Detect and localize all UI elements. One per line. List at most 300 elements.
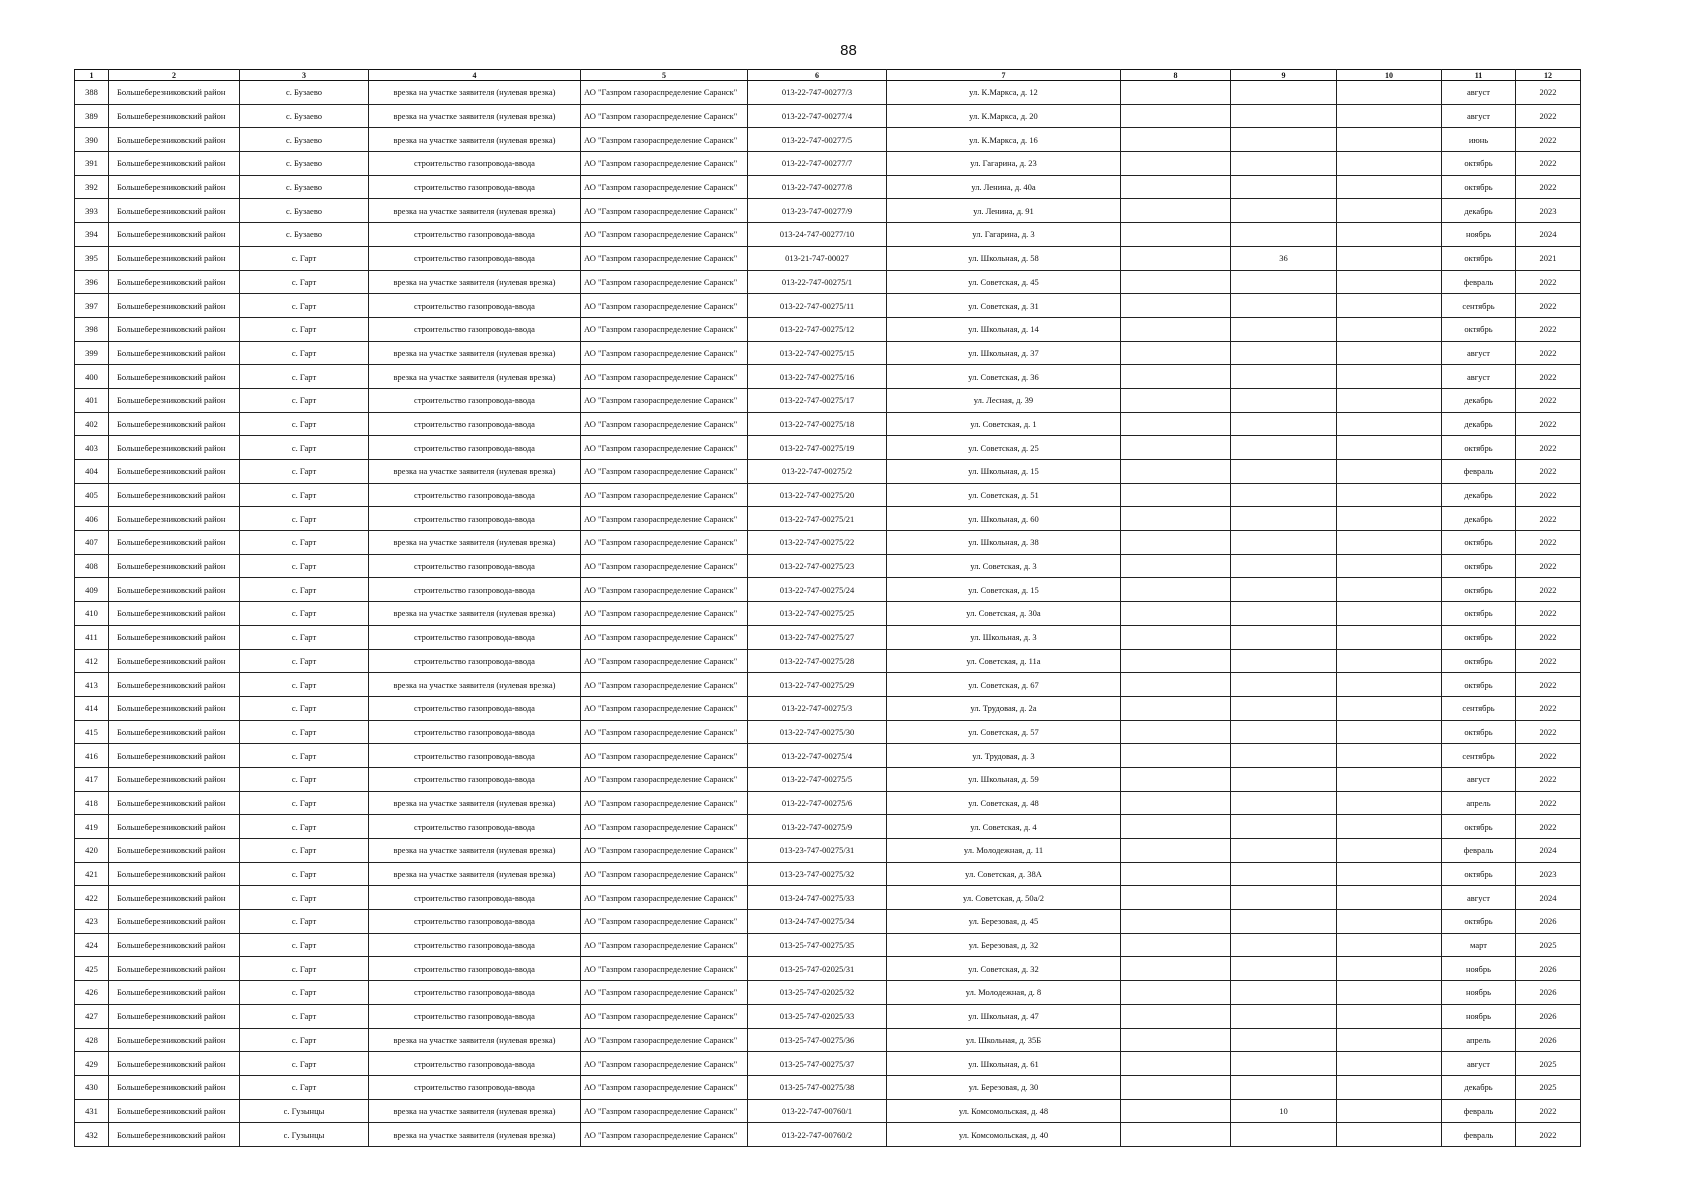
cell-district: Большеберезниковский район <box>109 625 240 649</box>
cell-year: 2022 <box>1516 365 1581 389</box>
table-header-row <box>75 70 1581 81</box>
table-row <box>75 673 1581 697</box>
table-row <box>75 294 1581 318</box>
cell-district: Большеберезниковский район <box>109 175 240 199</box>
cell-operator: АО "Газпром газораспределение Саранск" <box>581 673 748 697</box>
cell-operator: АО "Газпром газораспределение Саранск" <box>581 152 748 176</box>
cell-operator: АО "Газпром газораспределение Саранск" <box>581 81 748 105</box>
cell-work-type: строительство газопровода-ввода <box>369 625 581 649</box>
cell-month: февраль <box>1442 270 1516 294</box>
cell-col-9 <box>1231 317 1337 341</box>
cell-operator: АО "Газпром газораспределение Саранск" <box>581 1123 748 1147</box>
cell-col-9 <box>1231 460 1337 484</box>
cell-address: ул. Советская, д. 11а <box>887 649 1121 673</box>
cell-address: ул. Школьная, д. 38 <box>887 531 1121 555</box>
cell-operator: АО "Газпром газораспределение Саранск" <box>581 815 748 839</box>
cell-operator: АО "Газпром газораспределение Саранск" <box>581 412 748 436</box>
cell-col-8 <box>1121 175 1231 199</box>
cell-year: 2022 <box>1516 436 1581 460</box>
cell-contract-number: 013-22-747-00275/29 <box>748 673 887 697</box>
cell-district: Большеберезниковский район <box>109 791 240 815</box>
cell-month: октябрь <box>1442 720 1516 744</box>
cell-settlement: с. Гарт <box>240 696 369 720</box>
cell-row-number: 398 <box>75 317 109 341</box>
cell-operator: АО "Газпром газораспределение Саранск" <box>581 531 748 555</box>
cell-row-number: 415 <box>75 720 109 744</box>
cell-year: 2022 <box>1516 81 1581 105</box>
cell-col-10 <box>1337 175 1442 199</box>
cell-row-number: 431 <box>75 1099 109 1123</box>
cell-work-type: строительство газопровода-ввода <box>369 815 581 839</box>
cell-row-number: 427 <box>75 1004 109 1028</box>
cell-row-number: 389 <box>75 104 109 128</box>
cell-address: ул. Комсомольская, д. 48 <box>887 1099 1121 1123</box>
cell-col-9 <box>1231 436 1337 460</box>
cell-operator: АО "Газпром газораспределение Саранск" <box>581 436 748 460</box>
table-row <box>75 957 1581 981</box>
cell-address: ул. Гагарина, д. 23 <box>887 152 1121 176</box>
cell-col-10 <box>1337 696 1442 720</box>
cell-contract-number: 013-22-747-00760/2 <box>748 1123 887 1147</box>
cell-district: Большеберезниковский район <box>109 815 240 839</box>
cell-district: Большеберезниковский район <box>109 128 240 152</box>
cell-contract-number: 013-22-747-00277/8 <box>748 175 887 199</box>
cell-district: Большеберезниковский район <box>109 1028 240 1052</box>
cell-month: ноябрь <box>1442 1004 1516 1028</box>
gasification-table-container <box>74 69 1580 1147</box>
cell-year: 2022 <box>1516 104 1581 128</box>
cell-year: 2022 <box>1516 341 1581 365</box>
cell-month: август <box>1442 81 1516 105</box>
cell-settlement: с. Гарт <box>240 554 369 578</box>
cell-settlement: с. Гарт <box>240 531 369 555</box>
cell-year: 2024 <box>1516 839 1581 863</box>
cell-address: ул. Советская, д. 32 <box>887 957 1121 981</box>
cell-row-number: 432 <box>75 1123 109 1147</box>
cell-col-10 <box>1337 886 1442 910</box>
cell-settlement: с. Гарт <box>240 388 369 412</box>
cell-row-number: 390 <box>75 128 109 152</box>
cell-work-type: врезка на участке заявителя (нулевая врезка) <box>369 104 581 128</box>
cell-contract-number: 013-22-747-00275/18 <box>748 412 887 436</box>
cell-row-number: 391 <box>75 152 109 176</box>
cell-row-number: 419 <box>75 815 109 839</box>
table-row <box>75 223 1581 247</box>
cell-work-type: строительство газопровода-ввода <box>369 910 581 934</box>
cell-month: август <box>1442 104 1516 128</box>
cell-col-9 <box>1231 981 1337 1005</box>
cell-col-8 <box>1121 507 1231 531</box>
cell-settlement: с. Гарт <box>240 341 369 365</box>
cell-settlement: с. Гарт <box>240 815 369 839</box>
table-row <box>75 1075 1581 1099</box>
cell-col-10 <box>1337 246 1442 270</box>
cell-address: ул. Школьная, д. 37 <box>887 341 1121 365</box>
table-row <box>75 246 1581 270</box>
cell-col-9 <box>1231 365 1337 389</box>
cell-address: ул. Школьная, д. 60 <box>887 507 1121 531</box>
cell-settlement: с. Гарт <box>240 673 369 697</box>
column-header: 6 <box>748 70 887 81</box>
cell-row-number: 410 <box>75 602 109 626</box>
cell-settlement: с. Гарт <box>240 649 369 673</box>
cell-year: 2022 <box>1516 175 1581 199</box>
cell-settlement: с. Бузаево <box>240 81 369 105</box>
cell-col-10 <box>1337 412 1442 436</box>
cell-col-9 <box>1231 223 1337 247</box>
table-row <box>75 270 1581 294</box>
cell-col-8 <box>1121 791 1231 815</box>
cell-row-number: 395 <box>75 246 109 270</box>
cell-year: 2022 <box>1516 152 1581 176</box>
cell-year: 2024 <box>1516 886 1581 910</box>
cell-work-type: строительство газопровода-ввода <box>369 388 581 412</box>
cell-settlement: с. Гарт <box>240 744 369 768</box>
cell-row-number: 414 <box>75 696 109 720</box>
cell-district: Большеберезниковский район <box>109 1099 240 1123</box>
cell-work-type: врезка на участке заявителя (нулевая врезка) <box>369 341 581 365</box>
column-header: 1 <box>75 70 109 81</box>
cell-operator: АО "Газпром газораспределение Саранск" <box>581 128 748 152</box>
cell-year: 2022 <box>1516 767 1581 791</box>
cell-col-8 <box>1121 1052 1231 1076</box>
cell-address: ул. Советская, д. 45 <box>887 270 1121 294</box>
cell-address: ул. Школьная, д. 3 <box>887 625 1121 649</box>
cell-settlement: с. Гарт <box>240 910 369 934</box>
cell-month: октябрь <box>1442 649 1516 673</box>
cell-address: ул. Трудовая, д. 2а <box>887 696 1121 720</box>
cell-col-8 <box>1121 128 1231 152</box>
cell-address: ул. Школьная, д. 58 <box>887 246 1121 270</box>
cell-col-8 <box>1121 886 1231 910</box>
cell-month: октябрь <box>1442 910 1516 934</box>
cell-col-8 <box>1121 436 1231 460</box>
cell-work-type: строительство газопровода-ввода <box>369 720 581 744</box>
cell-col-10 <box>1337 531 1442 555</box>
cell-district: Большеберезниковский район <box>109 933 240 957</box>
cell-year: 2026 <box>1516 957 1581 981</box>
table-row <box>75 152 1581 176</box>
cell-district: Большеберезниковский район <box>109 460 240 484</box>
cell-address: ул. Советская, д. 25 <box>887 436 1121 460</box>
cell-col-8 <box>1121 531 1231 555</box>
cell-address: ул. Березовая, д. 45 <box>887 910 1121 934</box>
table-row <box>75 602 1581 626</box>
cell-col-8 <box>1121 223 1231 247</box>
cell-month: август <box>1442 886 1516 910</box>
cell-col-8 <box>1121 957 1231 981</box>
cell-row-number: 401 <box>75 388 109 412</box>
cell-month: октябрь <box>1442 625 1516 649</box>
page-number: 88 <box>840 42 857 59</box>
cell-col-8 <box>1121 554 1231 578</box>
cell-row-number: 388 <box>75 81 109 105</box>
cell-work-type: врезка на участке заявителя (нулевая врезка) <box>369 1028 581 1052</box>
cell-col-8 <box>1121 317 1231 341</box>
cell-col-8 <box>1121 81 1231 105</box>
cell-address: ул. Школьная, д. 14 <box>887 317 1121 341</box>
cell-contract-number: 013-22-747-00277/4 <box>748 104 887 128</box>
column-header: 11 <box>1442 70 1516 81</box>
cell-operator: АО "Газпром газораспределение Саранск" <box>581 720 748 744</box>
cell-col-8 <box>1121 815 1231 839</box>
cell-month: октябрь <box>1442 554 1516 578</box>
cell-settlement: с. Гузынцы <box>240 1123 369 1147</box>
cell-district: Большеберезниковский район <box>109 673 240 697</box>
cell-year: 2022 <box>1516 744 1581 768</box>
table-row <box>75 436 1581 460</box>
cell-month: октябрь <box>1442 246 1516 270</box>
cell-year: 2022 <box>1516 791 1581 815</box>
cell-work-type: строительство газопровода-ввода <box>369 223 581 247</box>
cell-month: октябрь <box>1442 175 1516 199</box>
cell-work-type: строительство газопровода-ввода <box>369 886 581 910</box>
cell-col-10 <box>1337 388 1442 412</box>
cell-work-type: строительство газопровода-ввода <box>369 246 581 270</box>
cell-settlement: с. Гарт <box>240 767 369 791</box>
cell-settlement: с. Гарт <box>240 507 369 531</box>
cell-contract-number: 013-22-747-00275/11 <box>748 294 887 318</box>
cell-address: ул. Советская, д. 36 <box>887 365 1121 389</box>
cell-address: ул. Советская, д. 1 <box>887 412 1121 436</box>
cell-col-9 <box>1231 744 1337 768</box>
cell-col-10 <box>1337 317 1442 341</box>
cell-year: 2022 <box>1516 673 1581 697</box>
cell-address: ул. Школьная, д. 61 <box>887 1052 1121 1076</box>
cell-operator: АО "Газпром газораспределение Саранск" <box>581 649 748 673</box>
table-row <box>75 720 1581 744</box>
cell-month: август <box>1442 767 1516 791</box>
cell-operator: АО "Газпром газораспределение Саранск" <box>581 625 748 649</box>
cell-col-10 <box>1337 341 1442 365</box>
column-header: 4 <box>369 70 581 81</box>
cell-month: ноябрь <box>1442 981 1516 1005</box>
cell-district: Большеберезниковский район <box>109 152 240 176</box>
cell-col-8 <box>1121 625 1231 649</box>
cell-contract-number: 013-22-747-00275/1 <box>748 270 887 294</box>
cell-address: ул. К.Маркса, д. 12 <box>887 81 1121 105</box>
cell-row-number: 399 <box>75 341 109 365</box>
cell-col-9 <box>1231 531 1337 555</box>
cell-col-10 <box>1337 554 1442 578</box>
cell-work-type: строительство газопровода-ввода <box>369 483 581 507</box>
cell-row-number: 396 <box>75 270 109 294</box>
cell-district: Большеберезниковский район <box>109 1123 240 1147</box>
cell-month: декабрь <box>1442 507 1516 531</box>
cell-col-10 <box>1337 767 1442 791</box>
cell-settlement: с. Гарт <box>240 602 369 626</box>
cell-settlement: с. Гарт <box>240 886 369 910</box>
cell-operator: АО "Газпром газораспределение Саранск" <box>581 1099 748 1123</box>
cell-contract-number: 013-22-747-00275/19 <box>748 436 887 460</box>
cell-col-9 <box>1231 483 1337 507</box>
cell-col-9 <box>1231 673 1337 697</box>
cell-col-9: 10 <box>1231 1099 1337 1123</box>
table-row <box>75 317 1581 341</box>
cell-address: ул. Советская, д. 30а <box>887 602 1121 626</box>
cell-col-9 <box>1231 578 1337 602</box>
cell-row-number: 413 <box>75 673 109 697</box>
cell-year: 2022 <box>1516 317 1581 341</box>
cell-col-8 <box>1121 767 1231 791</box>
cell-operator: АО "Газпром газораспределение Саранск" <box>581 602 748 626</box>
cell-district: Большеберезниковский район <box>109 388 240 412</box>
column-header: 10 <box>1337 70 1442 81</box>
cell-work-type: врезка на участке заявителя (нулевая врезка) <box>369 81 581 105</box>
cell-col-10 <box>1337 910 1442 934</box>
cell-row-number: 429 <box>75 1052 109 1076</box>
cell-year: 2022 <box>1516 507 1581 531</box>
cell-col-9 <box>1231 767 1337 791</box>
table-row <box>75 815 1581 839</box>
cell-settlement: с. Гарт <box>240 578 369 602</box>
column-header: 2 <box>109 70 240 81</box>
cell-year: 2022 <box>1516 625 1581 649</box>
cell-settlement: с. Бузаево <box>240 152 369 176</box>
cell-address: ул. Школьная, д. 35Б <box>887 1028 1121 1052</box>
cell-contract-number: 013-22-747-00275/9 <box>748 815 887 839</box>
cell-operator: АО "Газпром газораспределение Саранск" <box>581 696 748 720</box>
cell-col-10 <box>1337 1028 1442 1052</box>
cell-address: ул. Березовая, д. 30 <box>887 1075 1121 1099</box>
cell-col-10 <box>1337 128 1442 152</box>
table-row <box>75 862 1581 886</box>
cell-row-number: 421 <box>75 862 109 886</box>
table-row <box>75 886 1581 910</box>
cell-contract-number: 013-25-747-00275/36 <box>748 1028 887 1052</box>
cell-operator: АО "Газпром газораспределение Саранск" <box>581 1052 748 1076</box>
cell-month: ноябрь <box>1442 957 1516 981</box>
cell-month: декабрь <box>1442 412 1516 436</box>
gasification-table <box>74 69 1581 1147</box>
cell-contract-number: 013-23-747-00277/9 <box>748 199 887 223</box>
table-row <box>75 531 1581 555</box>
cell-district: Большеберезниковский район <box>109 483 240 507</box>
cell-year: 2022 <box>1516 483 1581 507</box>
cell-address: ул. Ленина, д. 91 <box>887 199 1121 223</box>
cell-year: 2022 <box>1516 815 1581 839</box>
cell-col-8 <box>1121 270 1231 294</box>
table-row <box>75 412 1581 436</box>
cell-settlement: с. Гузынцы <box>240 1099 369 1123</box>
cell-year: 2026 <box>1516 1004 1581 1028</box>
cell-district: Большеберезниковский район <box>109 910 240 934</box>
cell-settlement: с. Бузаево <box>240 199 369 223</box>
cell-row-number: 420 <box>75 839 109 863</box>
cell-col-8 <box>1121 1004 1231 1028</box>
cell-work-type: врезка на участке заявителя (нулевая врезка) <box>369 128 581 152</box>
cell-work-type: врезка на участке заявителя (нулевая врезка) <box>369 862 581 886</box>
cell-col-8 <box>1121 1028 1231 1052</box>
cell-work-type: строительство газопровода-ввода <box>369 744 581 768</box>
cell-contract-number: 013-22-747-00275/28 <box>748 649 887 673</box>
cell-contract-number: 013-22-747-00277/7 <box>748 152 887 176</box>
cell-month: ноябрь <box>1442 223 1516 247</box>
cell-col-10 <box>1337 294 1442 318</box>
cell-row-number: 426 <box>75 981 109 1005</box>
table-row <box>75 744 1581 768</box>
table-row <box>75 910 1581 934</box>
cell-col-10 <box>1337 1099 1442 1123</box>
cell-col-8 <box>1121 649 1231 673</box>
cell-settlement: с. Гарт <box>240 1075 369 1099</box>
cell-month: октябрь <box>1442 578 1516 602</box>
cell-operator: АО "Газпром газораспределение Саранск" <box>581 933 748 957</box>
cell-col-9 <box>1231 199 1337 223</box>
cell-contract-number: 013-22-747-00275/6 <box>748 791 887 815</box>
cell-district: Большеберезниковский район <box>109 649 240 673</box>
cell-work-type: строительство газопровода-ввода <box>369 933 581 957</box>
cell-row-number: 403 <box>75 436 109 460</box>
cell-year: 2022 <box>1516 696 1581 720</box>
table-row <box>75 933 1581 957</box>
cell-col-10 <box>1337 436 1442 460</box>
cell-work-type: врезка на участке заявителя (нулевая врезка) <box>369 1099 581 1123</box>
cell-col-8 <box>1121 246 1231 270</box>
cell-district: Большеберезниковский район <box>109 696 240 720</box>
cell-col-10 <box>1337 602 1442 626</box>
cell-operator: АО "Газпром газораспределение Саранск" <box>581 767 748 791</box>
cell-work-type: врезка на участке заявителя (нулевая врезка) <box>369 460 581 484</box>
cell-col-9 <box>1231 1075 1337 1099</box>
cell-col-10 <box>1337 957 1442 981</box>
cell-settlement: с. Гарт <box>240 436 369 460</box>
cell-col-10 <box>1337 507 1442 531</box>
table-row <box>75 839 1581 863</box>
cell-work-type: строительство газопровода-ввода <box>369 767 581 791</box>
cell-year: 2022 <box>1516 554 1581 578</box>
cell-col-9 <box>1231 862 1337 886</box>
cell-district: Большеберезниковский район <box>109 104 240 128</box>
cell-month: сентябрь <box>1442 696 1516 720</box>
cell-month: август <box>1442 341 1516 365</box>
cell-year: 2022 <box>1516 720 1581 744</box>
cell-contract-number: 013-25-747-00275/38 <box>748 1075 887 1099</box>
cell-operator: АО "Газпром газораспределение Саранск" <box>581 175 748 199</box>
cell-settlement: с. Гарт <box>240 1004 369 1028</box>
cell-row-number: 394 <box>75 223 109 247</box>
cell-operator: АО "Газпром газораспределение Саранск" <box>581 246 748 270</box>
cell-contract-number: 013-23-747-00275/32 <box>748 862 887 886</box>
cell-col-10 <box>1337 981 1442 1005</box>
cell-operator: АО "Газпром газораспределение Саранск" <box>581 294 748 318</box>
table-body <box>75 81 1581 1147</box>
column-header: 12 <box>1516 70 1581 81</box>
cell-col-10 <box>1337 1123 1442 1147</box>
cell-col-10 <box>1337 270 1442 294</box>
cell-contract-number: 013-25-747-02025/32 <box>748 981 887 1005</box>
cell-work-type: строительство газопровода-ввода <box>369 1052 581 1076</box>
cell-district: Большеберезниковский район <box>109 436 240 460</box>
cell-district: Большеберезниковский район <box>109 767 240 791</box>
cell-year: 2022 <box>1516 128 1581 152</box>
cell-address: ул. Гагарина, д. 3 <box>887 223 1121 247</box>
cell-row-number: 400 <box>75 365 109 389</box>
cell-district: Большеберезниковский район <box>109 554 240 578</box>
cell-year: 2022 <box>1516 1099 1581 1123</box>
cell-row-number: 409 <box>75 578 109 602</box>
cell-address: ул. Советская, д. 50а/2 <box>887 886 1121 910</box>
cell-address: ул. Ленина, д. 40а <box>887 175 1121 199</box>
cell-col-9 <box>1231 341 1337 365</box>
cell-address: ул. Молодежная, д. 8 <box>887 981 1121 1005</box>
cell-contract-number: 013-22-747-00275/2 <box>748 460 887 484</box>
cell-work-type: врезка на участке заявителя (нулевая врезка) <box>369 839 581 863</box>
cell-year: 2026 <box>1516 981 1581 1005</box>
cell-contract-number: 013-21-747-00027 <box>748 246 887 270</box>
cell-settlement: с. Бузаево <box>240 223 369 247</box>
cell-settlement: с. Гарт <box>240 720 369 744</box>
